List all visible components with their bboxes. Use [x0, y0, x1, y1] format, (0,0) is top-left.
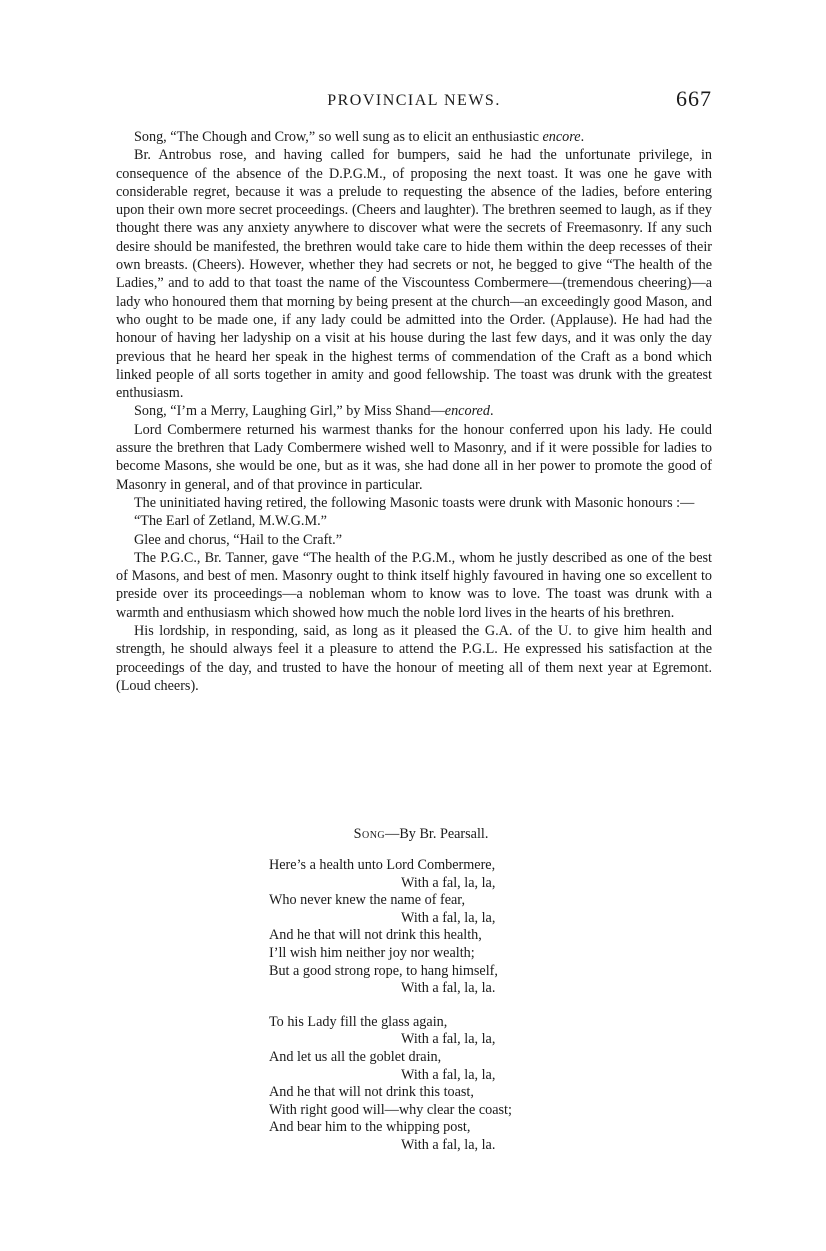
- paragraph-glee-chorus: [116, 531, 712, 549]
- song-refrain-line: With a fal, la, la,: [401, 909, 496, 926]
- paragraph-text: “The Earl of Zetland, M.W.G.M.”: [134, 513, 327, 530]
- paragraph-text: Br. Antrobus rose, and having called for bumpers, said he had the unfortunate privilege, in consequence of the absence of the D.P.G.M., of proposing the next toast. It was one he gave with considerable regret, because it was a prelude to requesting the absence of the ladies, before entering upon their own more secret proceedings. (Cheers and laughter). The brethren seemed to laugh, as if they thought there was any anxiety anywhere to discover what were the secrets of Freemasonry. If any such desire should be manifested, the brethren would take care to hide them within the deep recesses of their own breasts. (Cheers). However, whether they had secrets or not, he begged to give “The health of the Ladies,” and to add to that toast the name of the Viscountess Combermere—(tremendous cheering)—a lady who honoured them that morning by being present at the church—an exceedingly good Mason, and who ought to be made one, if any lady could be admitted into the Order. (Applause). He had had the honour of having her ladyship on a visit at his house during the last few days, and it was only the day previous that he heard her speak in the highest terms of commendation of the Craft as a bond which linked people of all sorts together in amity and good fellowship. The toast was drunk with the greatest enthusiasm.: [116, 147, 712, 402]
- song-stanza-1: [269, 857, 712, 998]
- paragraph-text: Song, “The Chough and Crow,” so well sung as to elicit an enthusiastic: [134, 129, 543, 145]
- paragraph-tail: .: [580, 129, 585, 145]
- song-line: And he that will not drink this health,: [269, 927, 482, 944]
- page-number: 667: [676, 86, 712, 111]
- paragraph-tail: .: [489, 403, 494, 420]
- running-header: [116, 86, 712, 116]
- song-heading: [116, 826, 712, 843]
- paragraph-lordship-response: [116, 622, 712, 695]
- song-refrain-line: With a fal, la, la,: [401, 874, 496, 891]
- paragraph-text: Glee and chorus, “Hail to the Craft.”: [134, 531, 343, 548]
- paragraph-text: Song, “I’m a Merry, Laughing Girl,” by Miss Shand—: [134, 403, 445, 420]
- song-section: [116, 826, 712, 1171]
- song-refrain-line: With a fal, la, la,: [401, 1031, 496, 1048]
- paragraph-text: His lordship, in responding, said, as long as it pleased the G.A. of the U. to give him health and strength, he should always feel it a pleasure to attend the P.G.L. He expressed his satisfaction at the proceedings of the day, and trusted to have the honour of meeting all of them next year at Egremont. (Loud cheers).: [116, 623, 712, 694]
- running-title: PROVINCIAL NEWS.: [327, 92, 501, 109]
- paragraph-text: The uninitiated having retired, the following Masonic toasts were drunk with Masonic honours :—: [134, 494, 695, 511]
- song-line: Here’s a health unto Lord Combermere,: [269, 857, 496, 873]
- song-line: Who never knew the name of fear,: [269, 892, 465, 909]
- song-stanza-2: [269, 1014, 712, 1155]
- paragraph-text: The P.G.C., Br. Tanner, gave “The health of the P.G.M., whom he justly described as one of the best of Masons, and best of men. Masonry ought to think itself highly favoured in having one so excellent to preside over its proceedings—a nobleman whom to know was to love. The toast was drunk with a warmth and enthusiasm which showed how much the noble lord lives in the hearts of his brethren.: [116, 549, 712, 621]
- paragraph-antrobus-toast: [116, 146, 712, 402]
- song-refrain-line: With a fal, la, la,: [401, 1066, 496, 1083]
- song-line: But a good strong rope, to hang himself,: [269, 962, 498, 979]
- song-line: To his Lady fill the glass again,: [269, 1013, 448, 1030]
- paragraph-song-chough: [116, 128, 712, 146]
- song-line: And bear him to the whipping post,: [269, 1119, 471, 1136]
- paragraph-emphasis: encore: [542, 129, 581, 145]
- song-refrain-line: With a fal, la, la.: [401, 1136, 496, 1153]
- paragraph-masonic-toasts: [116, 494, 712, 512]
- paragraph-text: Lord Combermere returned his warmest thanks for the honour conferred upon his lady. He could assure the brethren that Lady Combermere wished well to Masonry, and if it were possible for ladies to become Masons, she would be one, but as it was, she had done all in her power to promote the good of Masonry in general, and of that province in particular.: [116, 421, 712, 493]
- paragraph-tanner-toast: [116, 549, 712, 622]
- song-heading-author: —By Br. Pearsall.: [385, 826, 489, 842]
- song-line: And let us all the goblet drain,: [269, 1048, 442, 1065]
- article-body: [116, 128, 712, 695]
- song-refrain-line: With a fal, la, la.: [401, 980, 496, 997]
- song-line: I’ll wish him neither joy nor wealth;: [269, 944, 475, 961]
- song-heading-label: Song: [353, 826, 386, 842]
- song-line: And he that will not drink this toast,: [269, 1084, 474, 1101]
- paragraph-song-merry-girl: [116, 402, 712, 420]
- song-line: With right good will—why clear the coast;: [269, 1101, 512, 1118]
- paragraph-emphasis: encored: [444, 403, 490, 420]
- paragraph-toast-zetland: [116, 512, 712, 530]
- paragraph-combermere-reply: [116, 421, 712, 494]
